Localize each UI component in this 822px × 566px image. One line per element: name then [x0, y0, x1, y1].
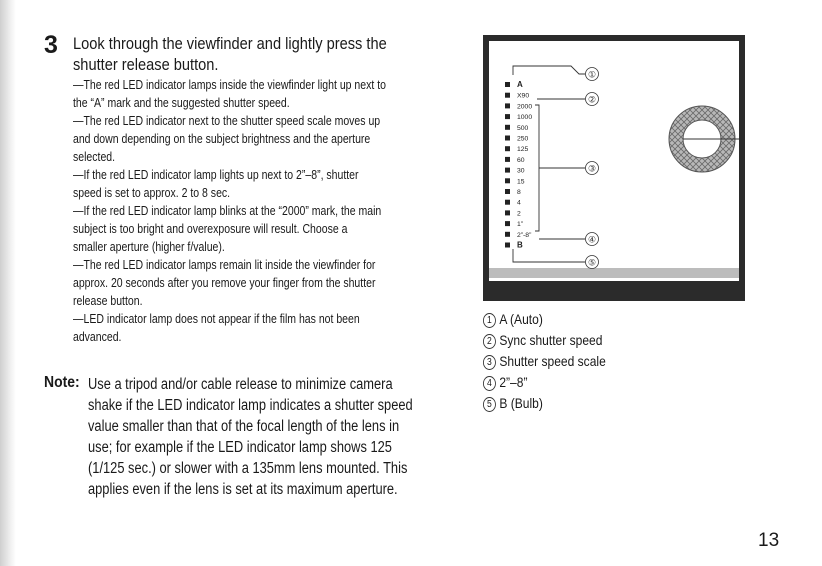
led-indicator [505, 157, 510, 162]
legend [483, 309, 606, 414]
step-title-line: shutter release button. [73, 55, 219, 74]
note-body [88, 374, 437, 500]
led-indicator [505, 146, 510, 151]
led-indicator [505, 243, 510, 248]
note-line: applies even if the lens is set at its maximum aperture. [88, 481, 398, 498]
note-line: shake if the LED indicator lamp indicates a shutter speed [88, 397, 413, 414]
bullet-item [73, 166, 421, 202]
legend-text: Shutter speed scale [499, 353, 606, 369]
bullet-line: —If the red LED indicator lamp lights up next to 2”–8”, shutter [73, 167, 359, 182]
bullet-item [73, 256, 421, 310]
bullet-line: —The red LED indicator lamps inside the viewfinder light up next to [73, 77, 386, 92]
step-title [73, 33, 400, 75]
legend-number: 1 [483, 313, 496, 328]
bullet-line: subject is too bright and overexposure will result. Choose a [73, 221, 348, 236]
callout-1: ① [587, 69, 597, 80]
note-line: Use a tripod and/or cable release to minimize camera [88, 376, 393, 393]
note-line: (1/125 sec.) or slower with a 135mm lens mounted. This [88, 460, 408, 477]
scale-label: 2”-8” [517, 231, 532, 239]
legend-item [483, 351, 606, 372]
led-indicator [505, 232, 510, 237]
scale-label: A [517, 80, 523, 89]
page-number: 13 [758, 530, 780, 551]
callout-5: ⑤ [587, 257, 597, 268]
scale-label: 1000 [517, 114, 533, 122]
led-indicator [505, 221, 510, 226]
legend-item [483, 393, 606, 414]
led-indicator [505, 189, 510, 194]
step-title-line: Look through the viewfinder and lightly press the [73, 34, 387, 53]
scale-label: 1” [517, 221, 524, 229]
bullet-list [73, 76, 421, 346]
scale-label: 60 [517, 156, 525, 164]
led-indicator [505, 93, 510, 98]
bullet-line: —LED indicator lamp does not appear if the film has not been [73, 311, 360, 326]
legend-number: 3 [483, 355, 496, 370]
bullet-item [73, 310, 421, 346]
scale-label: 250 [517, 135, 529, 143]
legend-text: Sync shutter speed [499, 332, 603, 348]
legend-item [483, 372, 606, 393]
led-indicator [505, 168, 510, 173]
led-indicator [505, 82, 510, 87]
bullet-line: the “A” mark and the suggested shutter speed. [73, 95, 290, 110]
legend-number: 5 [483, 397, 496, 412]
scale-label: 2000 [517, 103, 533, 111]
scale-label: 15 [517, 178, 525, 186]
bullet-line: —The red LED indicator next to the shutter speed scale moves up [73, 113, 381, 128]
scale-label: B [517, 240, 523, 250]
bullet-line: release button. [73, 293, 143, 308]
bullet-line: speed is set to approx. 2 to 8 sec. [73, 185, 231, 200]
scale-label: 2 [517, 210, 521, 218]
viewfinder-bottom-band [489, 268, 739, 278]
legend-text: A (Auto) [499, 311, 543, 327]
scale-label: X90 [517, 92, 530, 100]
note-line: use; for example if the LED indicator lamp shows 125 [88, 439, 392, 456]
viewfinder-figure [483, 35, 745, 301]
scale-label: 4 [517, 199, 521, 207]
scale-label: 8 [517, 189, 521, 196]
led-indicator [505, 114, 510, 119]
scale-label: 500 [517, 124, 529, 132]
note-label: Note: [44, 374, 80, 391]
callout-2: ② [587, 94, 597, 105]
led-indicator [505, 210, 510, 215]
legend-item [483, 309, 606, 330]
legend-text: 2”–8” [499, 374, 528, 390]
binding-shadow [0, 0, 16, 566]
bullet-line: —If the red LED indicator lamp blinks at the “2000” mark, the main [73, 203, 382, 218]
bullet-line: advanced. [73, 329, 122, 344]
bullet-item [73, 112, 421, 166]
legend-number: 2 [483, 334, 496, 349]
callout-3: ③ [587, 163, 597, 174]
bullet-line: approx. 20 seconds after you remove your finger from the shutter [73, 275, 376, 290]
bullet-line: and down depending on the subject brightness and the aperture [73, 131, 371, 146]
scale-label: 30 [517, 167, 525, 175]
bullet-line: smaller aperture (higher f/value). [73, 239, 225, 254]
callout-4: ④ [587, 234, 597, 245]
legend-number: 4 [483, 376, 496, 391]
viewfinder-diagram [483, 35, 745, 301]
bullet-item [73, 202, 421, 256]
led-indicator [505, 103, 510, 108]
bullet-line: —The red LED indicator lamps remain lit inside the viewfinder for [73, 257, 376, 272]
led-indicator [505, 178, 510, 183]
led-indicator [505, 125, 510, 130]
led-indicator [505, 200, 510, 205]
scale-label: 125 [517, 146, 529, 154]
bullet-line: selected. [73, 149, 116, 164]
legend-item [483, 330, 606, 351]
bullet-item [73, 76, 421, 112]
step-number: 3 [44, 31, 58, 59]
legend-text: B (Bulb) [499, 395, 543, 411]
note-line: value smaller than that of the focal length of the lens in [88, 418, 400, 435]
led-indicator [505, 136, 510, 141]
